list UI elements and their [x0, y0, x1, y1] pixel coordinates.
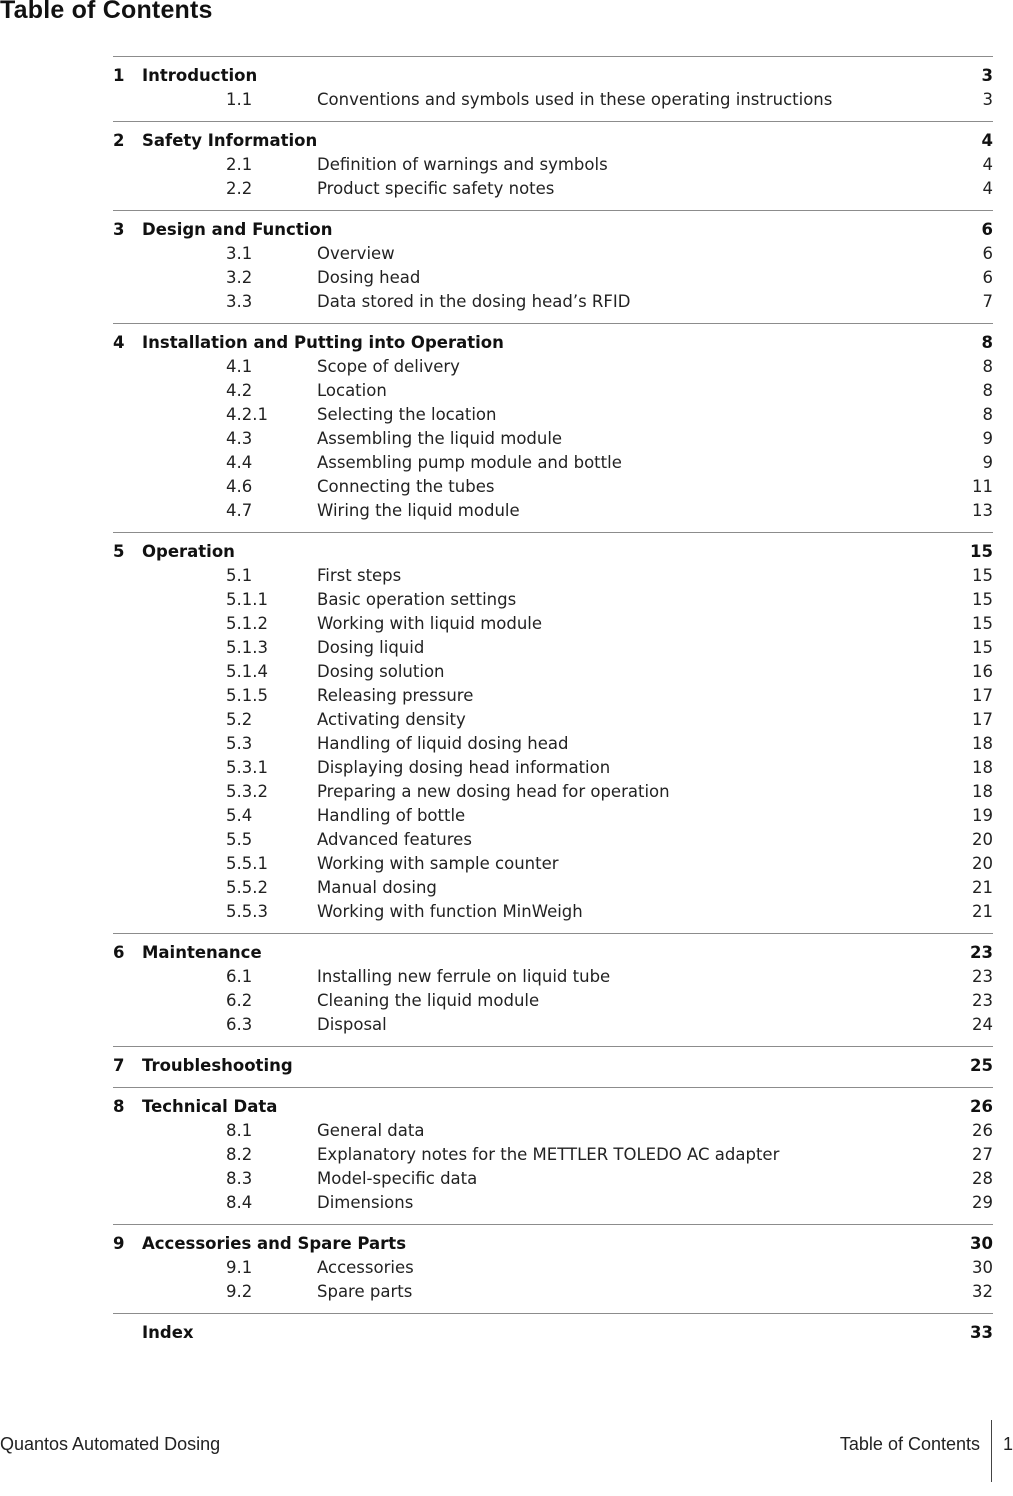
toc-section-title: Basic operation settings	[317, 590, 517, 609]
toc-section-page: 9	[982, 453, 993, 472]
toc-section-number: 5.5.3	[226, 902, 268, 921]
toc-chapter	[113, 1224, 993, 1313]
toc-section-page: 4	[982, 155, 993, 174]
toc-section-page: 29	[972, 1193, 993, 1212]
toc-section-page: 6	[982, 268, 993, 287]
toc-section-title: General data	[317, 1121, 425, 1140]
toc-section-page: 18	[972, 734, 993, 753]
toc-section-entry[interactable]	[113, 900, 993, 924]
toc-section-title: Advanced features	[317, 830, 472, 849]
toc-section-entry[interactable]	[113, 475, 993, 499]
toc-chapter-page: 8	[981, 333, 993, 352]
toc-chapter-title: Maintenance	[142, 943, 262, 962]
toc-section-page: 17	[972, 710, 993, 729]
toc-chapter	[113, 323, 993, 532]
toc-section-page: 13	[972, 501, 993, 520]
toc-section-page: 23	[972, 991, 993, 1010]
toc-chapter-entry[interactable]	[113, 1095, 993, 1119]
toc-section-entry[interactable]	[113, 266, 993, 290]
toc-section-entry[interactable]	[113, 1167, 993, 1191]
toc-section-entry[interactable]	[113, 732, 993, 756]
toc-section-title: Conventions and symbols used in these operating instructions	[317, 90, 833, 109]
toc-section-title: Overview	[317, 244, 395, 263]
toc-chapter	[113, 1046, 993, 1087]
toc-section-number: 4.1	[226, 357, 253, 376]
toc-section-number: 3.1	[226, 244, 253, 263]
toc-section-entry[interactable]	[113, 828, 993, 852]
toc-section-page: 19	[972, 806, 993, 825]
page-title: Table of Contents	[0, 0, 213, 24]
toc-section-title: Cleaning the liquid module	[317, 991, 540, 1010]
toc-chapter-title: Troubleshooting	[142, 1056, 293, 1075]
toc-section-entry[interactable]	[113, 876, 993, 900]
toc-chapter-title: Operation	[142, 542, 235, 561]
toc-section-page: 11	[972, 477, 993, 496]
toc-section-entry[interactable]	[113, 564, 993, 588]
toc-section-title: Disposal	[317, 1015, 387, 1034]
toc-section-page: 27	[972, 1145, 993, 1164]
toc-section-number: 3.3	[226, 292, 253, 311]
toc-section-number: 5.1.5	[226, 686, 268, 705]
toc-chapter-entry[interactable]	[113, 540, 993, 564]
toc-chapter	[113, 121, 993, 210]
toc-section-entry[interactable]	[113, 242, 993, 266]
page-footer	[0, 1420, 1013, 1476]
toc-chapter-number: 4	[113, 333, 125, 352]
toc-section-title: Activating density	[317, 710, 466, 729]
footer-divider	[991, 1420, 992, 1482]
toc-section-title: Dosing head	[317, 268, 421, 287]
toc-chapter-page: 15	[970, 542, 993, 561]
toc-section-number: 3.2	[226, 268, 253, 287]
toc-chapter-page: 26	[970, 1097, 993, 1116]
toc-section-title: Handling of bottle	[317, 806, 466, 825]
toc-chapter-title: Installation and Putting into Operation	[142, 333, 504, 352]
toc-chapter	[113, 1313, 993, 1354]
footer-page-number: 1	[1003, 1434, 1013, 1454]
toc-chapter-page: 23	[970, 943, 993, 962]
toc-section-title: Dimensions	[317, 1193, 414, 1212]
toc-section-page: 17	[972, 686, 993, 705]
toc-section-number: 8.1	[226, 1121, 253, 1140]
toc-section-entry[interactable]	[113, 1119, 993, 1143]
toc-section-entry[interactable]	[113, 1256, 993, 1280]
toc-section-page: 20	[972, 830, 993, 849]
toc-section-number: 5.5.1	[226, 854, 268, 873]
footer-section-title: Table of Contents	[839, 1434, 980, 1454]
toc-section-entry[interactable]	[113, 499, 993, 523]
toc-chapter-entry[interactable]	[113, 331, 993, 355]
toc-section-number: 5.3	[226, 734, 253, 753]
toc-chapter-entry[interactable]	[113, 941, 993, 965]
toc-section-number: 4.2	[226, 381, 253, 400]
toc-section-entry[interactable]	[113, 403, 993, 427]
toc-chapter-entry[interactable]	[113, 1232, 993, 1256]
toc-section-number: 5.5	[226, 830, 253, 849]
toc-section-page: 26	[972, 1121, 993, 1140]
toc-section-entry[interactable]	[113, 708, 993, 732]
toc-section-entry[interactable]	[113, 153, 993, 177]
footer-document-title: Quantos Automated Dosing	[0, 1434, 221, 1454]
toc-section-entry[interactable]	[113, 780, 993, 804]
toc-section-page: 7	[982, 292, 993, 311]
toc-section-entry[interactable]	[113, 451, 993, 475]
toc-chapter-number: 9	[113, 1234, 125, 1253]
toc-section-title: Location	[317, 381, 387, 400]
toc-section-title: Dosing liquid	[317, 638, 425, 657]
toc-section-entry[interactable]	[113, 290, 993, 314]
toc-section-entry[interactable]	[113, 1143, 993, 1167]
toc-section-entry[interactable]	[113, 88, 993, 112]
toc-section-page: 15	[972, 566, 993, 585]
toc-section-title: Handling of liquid dosing head	[317, 734, 569, 753]
toc-section-page: 20	[972, 854, 993, 873]
toc-chapter-entry[interactable]	[113, 1054, 993, 1078]
toc-section-page: 16	[972, 662, 993, 681]
toc-section-title: Releasing pressure	[317, 686, 474, 705]
toc-section-page: 8	[982, 405, 993, 424]
toc-section-number: 6.3	[226, 1015, 253, 1034]
toc-chapter-page: 30	[970, 1234, 993, 1253]
toc-chapter-title: Technical Data	[142, 1097, 278, 1116]
toc-section-entry[interactable]	[113, 965, 993, 989]
toc-section-page: 15	[972, 638, 993, 657]
toc-section-number: 5.3.1	[226, 758, 268, 777]
toc-section-number: 8.4	[226, 1193, 253, 1212]
toc-chapter-number: 6	[113, 943, 125, 962]
toc-section-title: Working with sample counter	[317, 854, 559, 873]
toc-section-entry[interactable]	[113, 355, 993, 379]
toc-section-title: Definition of warnings and symbols	[317, 155, 608, 174]
toc-chapter-page: 4	[981, 131, 993, 150]
toc-section-number: 4.7	[226, 501, 253, 520]
toc-section-page: 15	[972, 590, 993, 609]
toc-section-entry[interactable]	[113, 684, 993, 708]
toc-section-title: Assembling pump module and bottle	[317, 453, 622, 472]
toc-chapter	[113, 1087, 993, 1224]
toc-section-entry[interactable]	[113, 379, 993, 403]
toc-chapter-number: 8	[113, 1097, 125, 1116]
toc-chapter-number: 5	[113, 542, 125, 561]
toc-section-title: Model-specific data	[317, 1169, 478, 1188]
toc-section-number: 4.3	[226, 429, 253, 448]
toc-chapter-title: Safety Information	[142, 131, 318, 150]
table-of-contents	[113, 56, 993, 1354]
toc-section-title: Displaying dosing head information	[317, 758, 611, 777]
toc-chapter-page: 25	[970, 1056, 993, 1075]
toc-section-number: 5.1.4	[226, 662, 268, 681]
toc-section-title: Working with function MinWeigh	[317, 902, 583, 921]
toc-section-number: 5.2	[226, 710, 253, 729]
toc-section-number: 6.1	[226, 967, 253, 986]
toc-section-entry[interactable]	[113, 1013, 993, 1037]
toc-section-number: 5.1.1	[226, 590, 268, 609]
toc-chapter	[113, 56, 993, 121]
toc-section-title: Accessories	[317, 1258, 414, 1277]
toc-section-number: 5.1.2	[226, 614, 268, 633]
toc-section-entry[interactable]	[113, 660, 993, 684]
toc-section-title: Explanatory notes for the METTLER TOLEDO AC adapter	[317, 1145, 780, 1164]
toc-section-number: 9.1	[226, 1258, 253, 1277]
toc-section-page: 30	[972, 1258, 993, 1277]
toc-section-number: 4.6	[226, 477, 253, 496]
toc-section-page: 6	[982, 244, 993, 263]
toc-section-number: 8.3	[226, 1169, 253, 1188]
toc-section-page: 15	[972, 614, 993, 633]
toc-section-number: 8.2	[226, 1145, 253, 1164]
toc-section-entry[interactable]	[113, 852, 993, 876]
toc-section-page: 32	[972, 1282, 993, 1301]
toc-section-number: 2.2	[226, 179, 253, 198]
toc-section-page: 28	[972, 1169, 993, 1188]
toc-chapter-entry[interactable]	[113, 64, 993, 88]
toc-section-entry[interactable]	[113, 612, 993, 636]
toc-section-title: Data stored in the dosing head’s RFID	[317, 292, 631, 311]
toc-section-page: 3	[982, 90, 993, 109]
toc-section-page: 21	[972, 902, 993, 921]
toc-section-title: Manual dosing	[317, 878, 437, 897]
toc-chapter-number: 2	[113, 131, 125, 150]
toc-section-number: 5.1.3	[226, 638, 268, 657]
toc-section-title: Selecting the location	[317, 405, 497, 424]
toc-section-number: 6.2	[226, 991, 253, 1010]
toc-section-entry[interactable]	[113, 804, 993, 828]
toc-section-title: Dosing solution	[317, 662, 445, 681]
toc-section-title: Scope of delivery	[317, 357, 460, 376]
toc-section-page: 24	[972, 1015, 993, 1034]
toc-section-title: Product specific safety notes	[317, 179, 555, 198]
toc-section-number: 1.1	[226, 90, 253, 109]
toc-chapter-title: Accessories and Spare Parts	[142, 1234, 407, 1253]
toc-section-entry[interactable]	[113, 989, 993, 1013]
toc-section-title: Preparing a new dosing head for operation	[317, 782, 670, 801]
toc-section-title: Working with liquid module	[317, 614, 543, 633]
toc-chapter-title: Index	[142, 1323, 194, 1342]
toc-section-page: 9	[982, 429, 993, 448]
toc-section-page: 23	[972, 967, 993, 986]
toc-chapter	[113, 532, 993, 933]
toc-chapter-entry[interactable]	[113, 218, 993, 242]
toc-section-entry[interactable]	[113, 177, 993, 201]
toc-section-entry[interactable]	[113, 756, 993, 780]
toc-section-page: 8	[982, 357, 993, 376]
toc-section-number: 2.1	[226, 155, 253, 174]
toc-section-page: 4	[982, 179, 993, 198]
toc-chapter-title: Design and Function	[142, 220, 333, 239]
toc-section-number: 5.3.2	[226, 782, 268, 801]
toc-section-page: 8	[982, 381, 993, 400]
toc-section-title: First steps	[317, 566, 402, 585]
toc-section-number: 4.2.1	[226, 405, 268, 424]
toc-section-number: 5.4	[226, 806, 253, 825]
toc-section-page: 18	[972, 758, 993, 777]
toc-section-entry[interactable]	[113, 588, 993, 612]
toc-chapter-entry[interactable]	[113, 1321, 993, 1345]
toc-section-title: Assembling the liquid module	[317, 429, 563, 448]
toc-chapter-number: 1	[113, 66, 125, 85]
toc-section-number: 4.4	[226, 453, 253, 472]
toc-chapter-page: 6	[981, 220, 993, 239]
toc-chapter-number: 7	[113, 1056, 125, 1075]
toc-section-entry[interactable]	[113, 636, 993, 660]
toc-section-entry[interactable]	[113, 427, 993, 451]
toc-chapter	[113, 933, 993, 1046]
toc-chapter-title: Introduction	[142, 66, 258, 85]
toc-chapter	[113, 210, 993, 323]
toc-section-title: Wiring the liquid module	[317, 501, 520, 520]
toc-section-number: 5.5.2	[226, 878, 268, 897]
toc-section-page: 18	[972, 782, 993, 801]
toc-section-page: 21	[972, 878, 993, 897]
toc-section-title: Spare parts	[317, 1282, 413, 1301]
toc-chapter-page: 33	[970, 1323, 993, 1342]
toc-chapter-entry[interactable]	[113, 129, 993, 153]
toc-chapter-page: 3	[981, 66, 993, 85]
toc-section-entry[interactable]	[113, 1191, 993, 1215]
toc-section-title: Connecting the tubes	[317, 477, 495, 496]
toc-chapter-number: 3	[113, 220, 125, 239]
toc-section-number: 9.2	[226, 1282, 253, 1301]
toc-section-title: Installing new ferrule on liquid tube	[317, 967, 611, 986]
toc-section-number: 5.1	[226, 566, 253, 585]
toc-section-entry[interactable]	[113, 1280, 993, 1304]
